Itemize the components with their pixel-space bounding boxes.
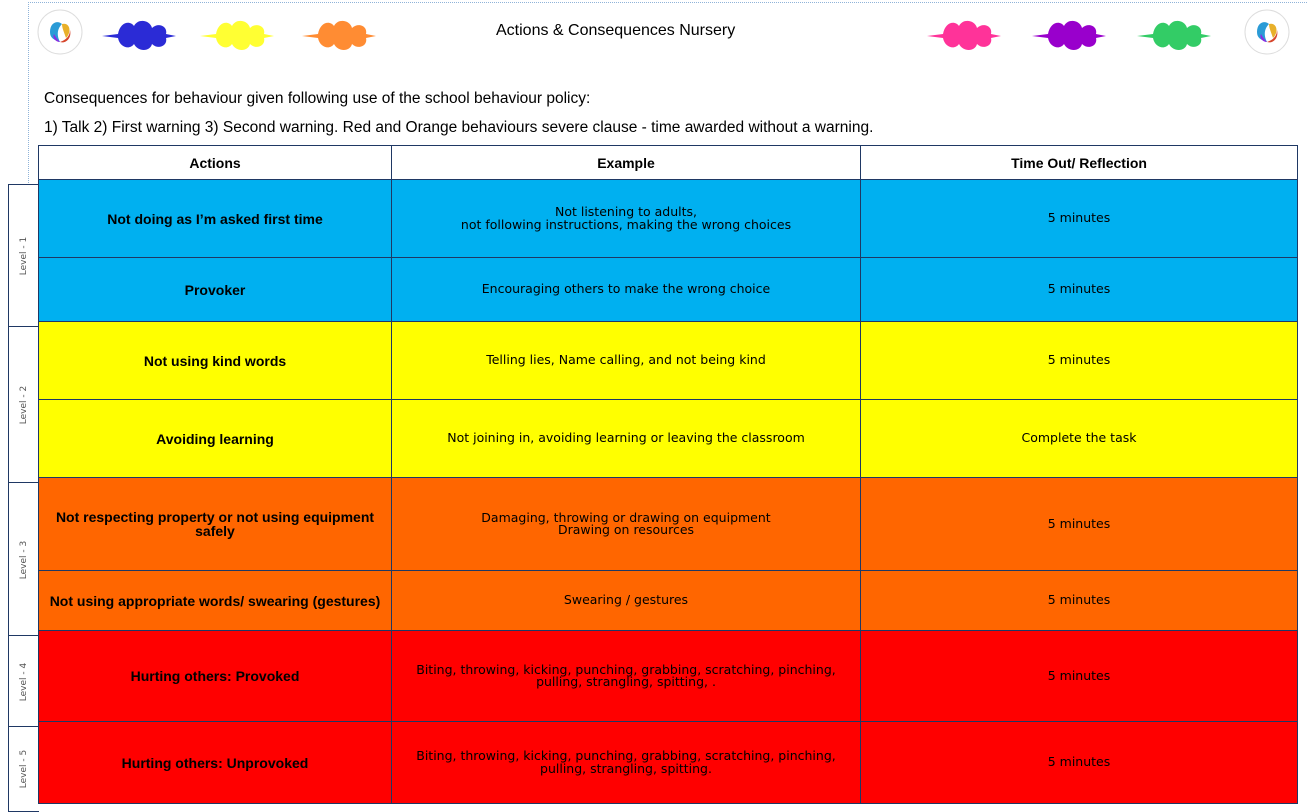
intro-line-1: Consequences for behaviour given following use of the school behaviour policy:: [44, 90, 591, 107]
action-cell: Hurting others: Provoked: [39, 631, 392, 722]
page-title: Actions & Consequences Nursery: [496, 22, 736, 39]
timeout-cell: 5 minutes: [861, 180, 1298, 258]
action-cell: Not doing as I’m asked first time: [39, 180, 392, 258]
table-header-row: [39, 146, 1298, 180]
action-cell: Not using appropriate words/ swearing (gestures): [39, 571, 392, 631]
action-cell: Provoker: [39, 258, 392, 322]
example-cell: Biting, throwing, kicking, punching, grabbing, scratching, pinching, pulling, strangling, spitting.: [392, 722, 861, 804]
timeout-cell: 5 minutes: [861, 571, 1298, 631]
table-row: [39, 400, 1298, 478]
example-cell: Not listening to adults, not following instructions, making the wrong choices: [392, 180, 861, 258]
timeout-cell: 5 minutes: [861, 258, 1298, 322]
timeout-cell: 5 minutes: [861, 478, 1298, 571]
example-cell: Damaging, throwing or drawing on equipment Drawing on resources: [392, 478, 861, 571]
school-logo-left: [36, 8, 84, 56]
level-label-4: Level - 4: [8, 635, 39, 728]
table-row: [39, 180, 1298, 258]
pink-leaf-icon: [925, 14, 1003, 54]
yellow-leaf-icon: [198, 14, 276, 54]
table-row: [39, 571, 1298, 631]
timeout-cell: 5 minutes: [861, 322, 1298, 400]
table-row: [39, 322, 1298, 400]
table-row: [39, 478, 1298, 571]
header-actions: Actions: [39, 146, 392, 180]
table-row: [39, 631, 1298, 722]
level-label-3: Level - 3: [8, 482, 39, 637]
table-row: [39, 258, 1298, 322]
green-leaf-icon: [1135, 14, 1213, 54]
header-example: Example: [392, 146, 861, 180]
intro-line-2: 1) Talk 2) First warning 3) Second warning. Red and Orange behaviours severe clause - time awarded without a warning.: [44, 119, 874, 136]
example-cell: Swearing / gestures: [392, 571, 861, 631]
level-label-5: Level - 5: [8, 726, 39, 812]
header-timeout: Time Out/ Reflection: [861, 146, 1298, 180]
example-cell: Telling lies, Name calling, and not being kind: [392, 322, 861, 400]
timeout-cell: Complete the task: [861, 400, 1298, 478]
action-cell: Hurting others: Unprovoked: [39, 722, 392, 804]
timeout-cell: 5 minutes: [861, 631, 1298, 722]
behaviour-table: [38, 145, 1298, 804]
table-row: [39, 722, 1298, 804]
example-cell: Not joining in, avoiding learning or leaving the classroom: [392, 400, 861, 478]
level-label-1: Level - 1: [8, 184, 39, 328]
blue-leaf-icon: [100, 14, 178, 54]
action-cell: Avoiding learning: [39, 400, 392, 478]
example-cell: Biting, throwing, kicking, punching, grabbing, scratching, pinching, pulling, strangling, spitting, .: [392, 631, 861, 722]
level-label-2: Level - 2: [8, 326, 39, 484]
orange-leaf-icon: [300, 14, 378, 54]
timeout-cell: 5 minutes: [861, 722, 1298, 804]
action-cell: Not respecting property or not using equipment safely: [39, 478, 392, 571]
school-logo-right: [1243, 8, 1291, 56]
example-cell: Encouraging others to make the wrong choice: [392, 258, 861, 322]
purple-leaf-icon: [1030, 14, 1108, 54]
action-cell: Not using kind words: [39, 322, 392, 400]
